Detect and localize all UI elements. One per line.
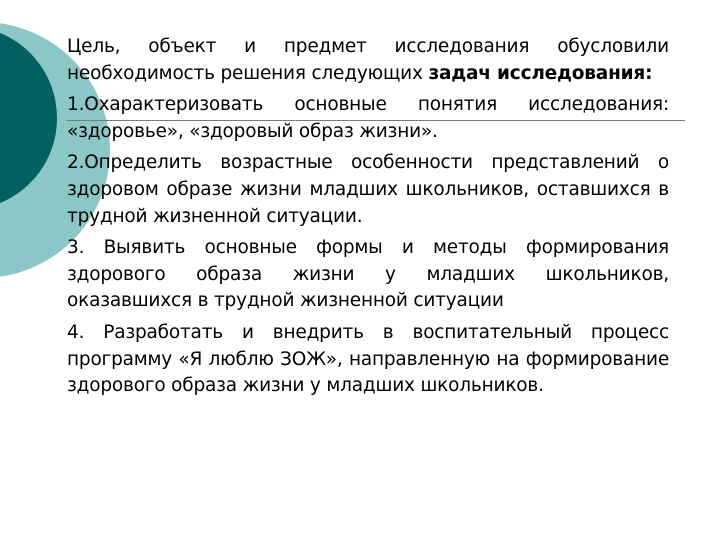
task-item-1: 1.Охарактеризовать основные понятия исследования: «здоровье», «здоровый образ жизни». [67, 94, 669, 142]
intro-paragraph [67, 34, 669, 87]
task-item-2: 2.Определить возрастные особенности представлений о здоровом образе жизни младших школьников, оставшихся в трудной жизненной ситуации. [67, 152, 669, 227]
intro-bold-text: задач исследования: [428, 62, 653, 84]
task-item-4: 4. Разработать и внедрить в воспитательный процесс программу «Я люблю ЗОЖ», направленную на формирование здорового образа жизни у младших школьников. [67, 321, 669, 397]
task-item-3: 3. Выявить основные формы и методы формирования здорового образа жизни у младших школьников, оказавшихся в трудной жизненной ситуации [67, 237, 669, 312]
slide-body [67, 34, 669, 405]
intro-text: Цель, объект и предмет исследования обусловили необходимость решения следующих [67, 36, 669, 84]
